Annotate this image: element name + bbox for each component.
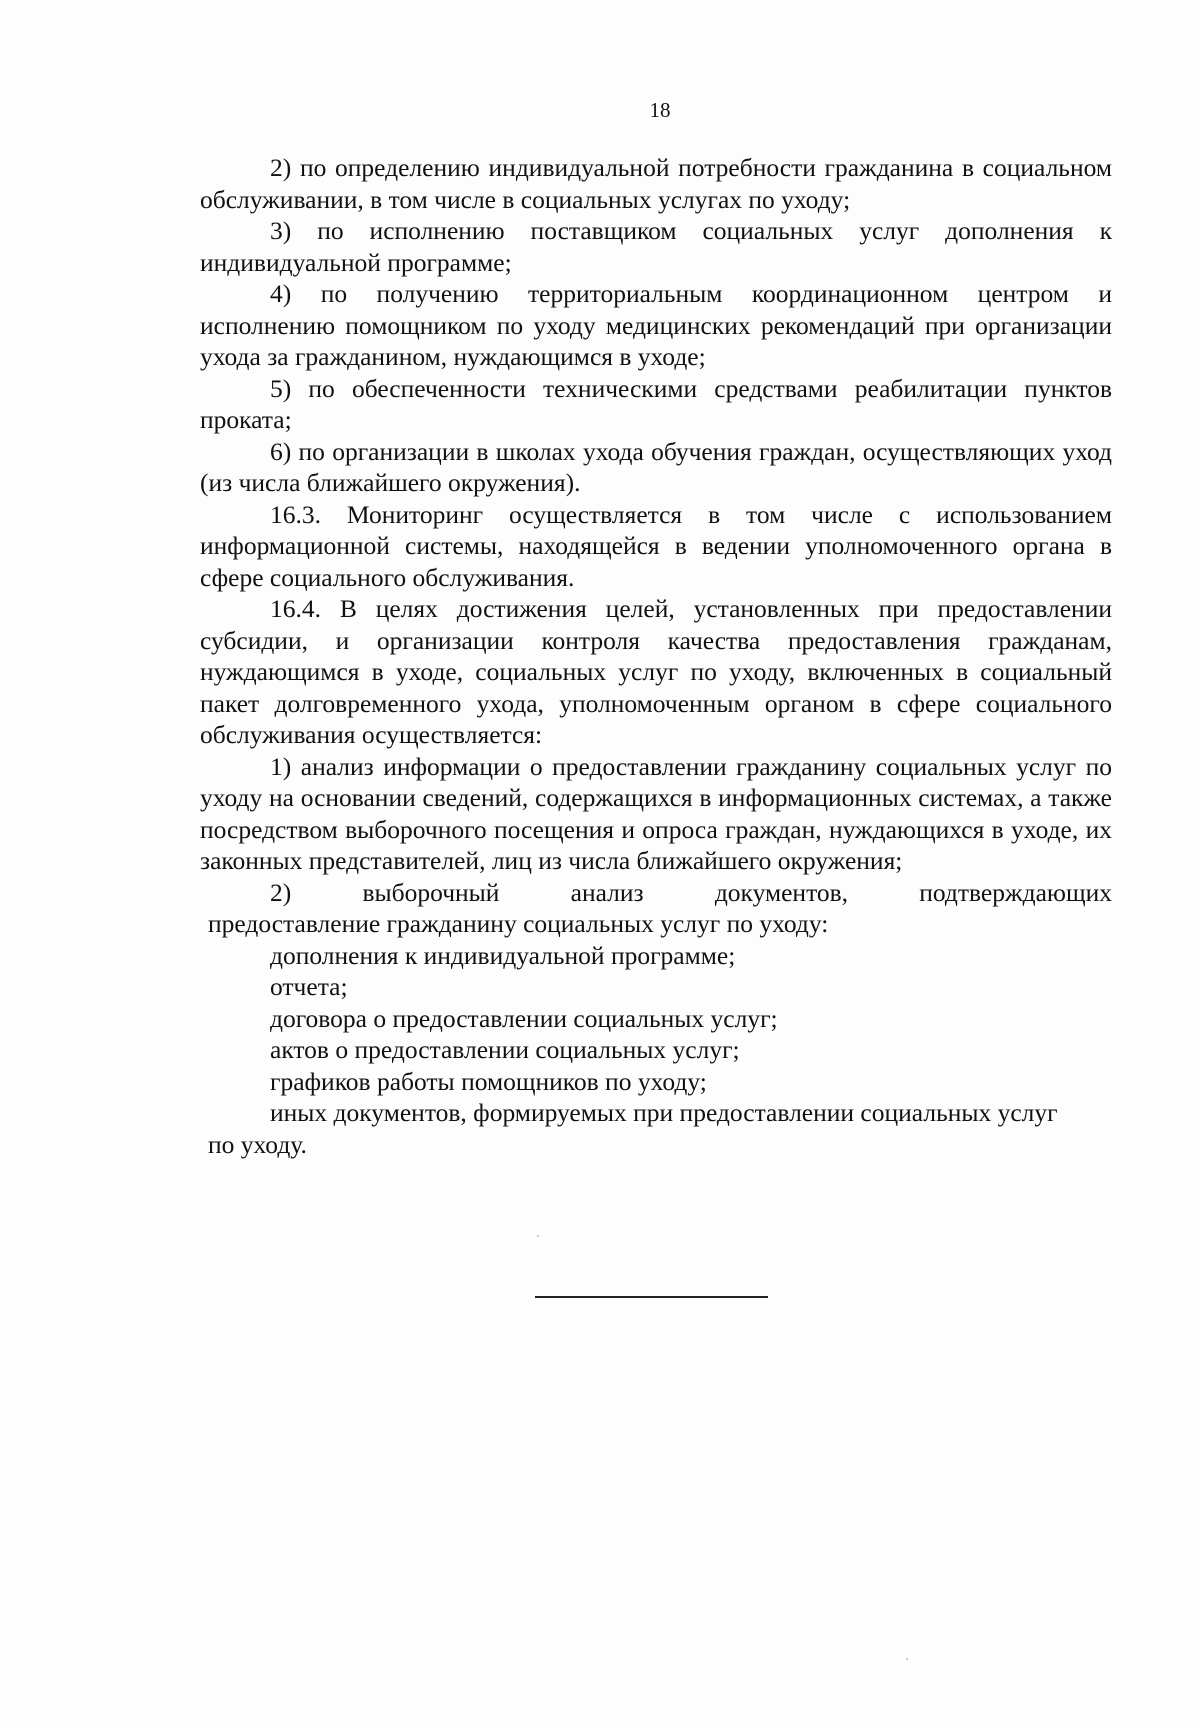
document-item-schedules: графиков работы помощников по уходу; [270,1066,707,1096]
paragraph-monitoring-need: 2) по определению индивидуальной потребности гражданина в социальном обслуживании, в том числе в социальных услугах по уходу; [200,153,1112,214]
paragraph-16-3: 16.3. Мониторинг осуществляется в том числе с использованием информационной системы, находящейся в ведении уполномоченного органа в сфере социального обслуживания. [200,499,1112,592]
paragraph-monitoring-rehab: 5) по обеспеченности техническими средствами реабилитации пунктов проката; [200,373,1112,434]
item2-first-line: 2) выборочный анализ документов, подтверждающих [270,877,1112,907]
paragraph-monitoring-schools: 6) по организации в школах ухода обучения граждан, осуществляющих уход (из числа ближайшего окружения). [200,436,1112,497]
document-item-report: отчета; [270,972,348,1001]
item2-second-line: предоставление гражданину социальных услуг по уходу: [208,909,829,938]
document-item-other-first: иных документов, формируемых при предоставлении социальных услуг [270,1098,1058,1127]
end-of-document-rule [535,1296,768,1298]
document-item-contract: договора о предоставлении социальных услуг; [270,1003,778,1033]
document-item-supplement: дополнения к индивидуальной программе; [270,940,736,970]
paragraph-monitoring-medical: 4) по получению территориальным координационном центром и исполнению помощником по уходу медицинских рекомендаций при организации ухода за гражданином, нуждающимся в уходе; [200,279,1112,371]
page-number: 18 [649,98,671,122]
paragraph-16-4: 16.4. В целях достижения целей, установленных при предоставлении субсидии, и организации контроля качества предоставления гражданам, нуждающимся в уходе, социальных услуг по уходу, включенных в социальный пакет долговременного ухода, уполномоченным органом в сфере социального обслуживания осуществляется: [200,594,1112,749]
scan-speck [537,1235,539,1237]
document-item-acts: актов о предоставлении социальных услуг; [270,1035,740,1064]
scan-speck [906,1658,908,1660]
document-item-other-second: по уходу. [208,1129,307,1159]
paragraph-monitoring-supplement: 3) по исполнению поставщиком социальных услуг дополнения к индивидуальной программе; [200,216,1112,277]
paragraph-analysis-info: 1) анализ информации о предоставлении гражданину социальных услуг по уходу на основании сведений, содержащихся в информационных системах, а также посредством выборочного посещения и опроса граждан, нуждающихся в уходе, их законных представителей, лиц из числа ближайшего окружения; [200,751,1112,875]
document-body [200,152,1112,1160]
